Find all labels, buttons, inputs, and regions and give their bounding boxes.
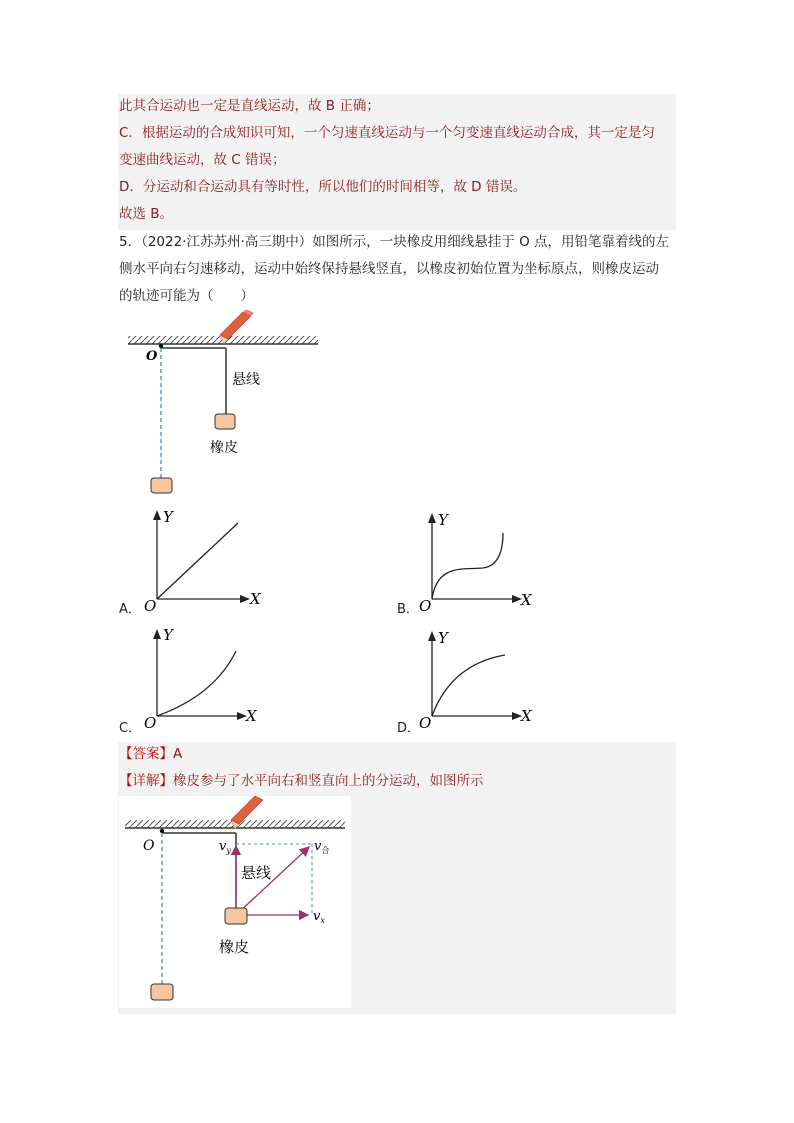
detail-line xyxy=(119,771,484,791)
svg-text:X: X xyxy=(250,590,261,608)
eraser-hanging xyxy=(215,414,235,429)
point-o xyxy=(159,344,163,348)
solution-line-3: 变速曲线运动，故 C 错误； xyxy=(119,152,286,168)
eraser-hanging-2 xyxy=(225,908,247,924)
svg-text:O: O xyxy=(419,714,432,732)
svg-text:Y: Y xyxy=(438,629,448,647)
svg-text:O: O xyxy=(419,597,432,615)
svg-text:X: X xyxy=(246,707,257,725)
question-line-2: 侧水平向右匀速移动，运动中始终保持悬线竖直，以橡皮初始位置为坐标原点，则橡皮运动 xyxy=(119,261,659,277)
setup-figure xyxy=(120,310,330,500)
trajectory-c xyxy=(157,651,236,716)
svg-text:X: X xyxy=(521,707,532,725)
detail-text: 橡皮参与了水平向右和竖直向上的分运动，如图所示 xyxy=(173,773,484,789)
eraser-label: 橡皮 xyxy=(210,440,238,456)
svg-text:O: O xyxy=(144,597,157,615)
string-label: 悬线 xyxy=(232,372,260,388)
svg-text:Y: Y xyxy=(438,511,448,529)
solution-line-5: 故选 B。 xyxy=(119,206,174,222)
solution-line-4: D．分运动和合运动具有等时性，所以他们的时间相等，故 D 错误。 xyxy=(119,179,527,195)
option-a-graph[interactable] xyxy=(140,505,270,615)
svg-text:X: X xyxy=(521,591,532,609)
answer-tag: 【答案】 xyxy=(119,746,173,762)
vhe-label: $v_合$ xyxy=(314,839,330,855)
detail-tag: 【详解】 xyxy=(119,773,173,789)
svg-text:O: O xyxy=(144,714,157,732)
option-b-label: B． xyxy=(397,602,419,617)
vx-label: $v_x$ xyxy=(313,909,325,925)
option-c-label: C． xyxy=(119,721,142,736)
o-label: O xyxy=(146,349,158,364)
option-d-graph[interactable] xyxy=(415,626,545,736)
answer-line xyxy=(119,744,182,764)
question-line-1: 5．（2022·江苏苏州·高三期中）如图所示，一块橡皮用细线悬挂于 O 点，用铅笔靠着线的左 xyxy=(119,234,669,250)
eraser-label-2: 橡皮 xyxy=(219,938,250,956)
o-label-2: O xyxy=(143,838,155,854)
vy-label: $v_y$ xyxy=(219,839,231,855)
question-line-3: 的轨迹可能为（ ） xyxy=(119,288,254,304)
eraser-initial xyxy=(151,478,172,493)
option-d-label: D． xyxy=(397,721,421,736)
trajectory-d xyxy=(432,655,505,716)
trajectory-a xyxy=(157,523,238,599)
solution-line-1: 此其合运动也一定是直线运动，故 B 正确； xyxy=(119,98,380,114)
option-c-graph[interactable] xyxy=(140,624,270,734)
svg-text:Y: Y xyxy=(163,626,173,644)
answer-value: A xyxy=(173,746,183,762)
trajectory-b xyxy=(432,533,503,599)
string-label-2: 悬线 xyxy=(241,864,272,882)
eraser-initial-2 xyxy=(151,984,173,1000)
option-b-graph[interactable] xyxy=(415,508,545,618)
svg-text:Y: Y xyxy=(163,508,173,526)
solution-figure xyxy=(119,796,351,1008)
option-a-label: A． xyxy=(119,602,141,617)
solution-line-2: C．根据运动的合成知识可知，一个匀速直线运动与一个匀变速直线运动合成，其一定是匀 xyxy=(119,125,655,141)
